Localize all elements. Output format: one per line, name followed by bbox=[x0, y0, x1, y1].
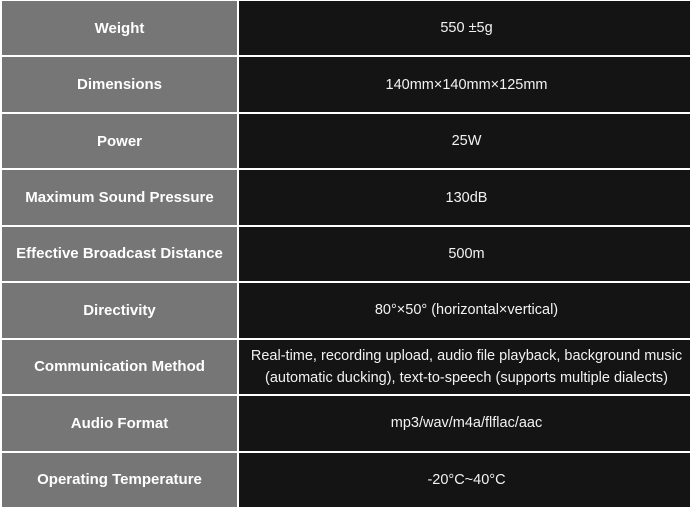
spec-value-audio-format: mp3/wav/m4a/flflac/aac bbox=[239, 396, 690, 450]
spec-value-communication-method: Real-time, recording upload, audio file playback, background music (automatic ducking), text-to-speech (supports multiple dialects) bbox=[239, 340, 690, 394]
spec-value-directivity: 80°×50° (horizontal×vertical) bbox=[239, 283, 690, 337]
spec-value-dimensions: 140mm×140mm×125mm bbox=[239, 57, 690, 111]
spec-label-audio-format: Audio Format bbox=[2, 396, 237, 450]
spec-label-communication-method: Communication Method bbox=[2, 340, 237, 394]
spec-label-directivity: Directivity bbox=[2, 283, 237, 337]
spec-value-operating-temperature: -20°C~40°C bbox=[239, 453, 690, 507]
spec-label-power: Power bbox=[2, 114, 237, 168]
spec-label-max-sound-pressure: Maximum Sound Pressure bbox=[2, 170, 237, 224]
spec-label-broadcast-distance: Effective Broadcast Distance bbox=[2, 227, 237, 281]
spec-value-power: 25W bbox=[239, 114, 690, 168]
spec-label-dimensions: Dimensions bbox=[2, 57, 237, 111]
spec-value-broadcast-distance: 500m bbox=[239, 227, 690, 281]
spec-value-weight: 550 ±5g bbox=[239, 1, 690, 55]
spec-label-operating-temperature: Operating Temperature bbox=[2, 453, 237, 507]
spec-label-weight: Weight bbox=[2, 1, 237, 55]
spec-value-max-sound-pressure: 130dB bbox=[239, 170, 690, 224]
